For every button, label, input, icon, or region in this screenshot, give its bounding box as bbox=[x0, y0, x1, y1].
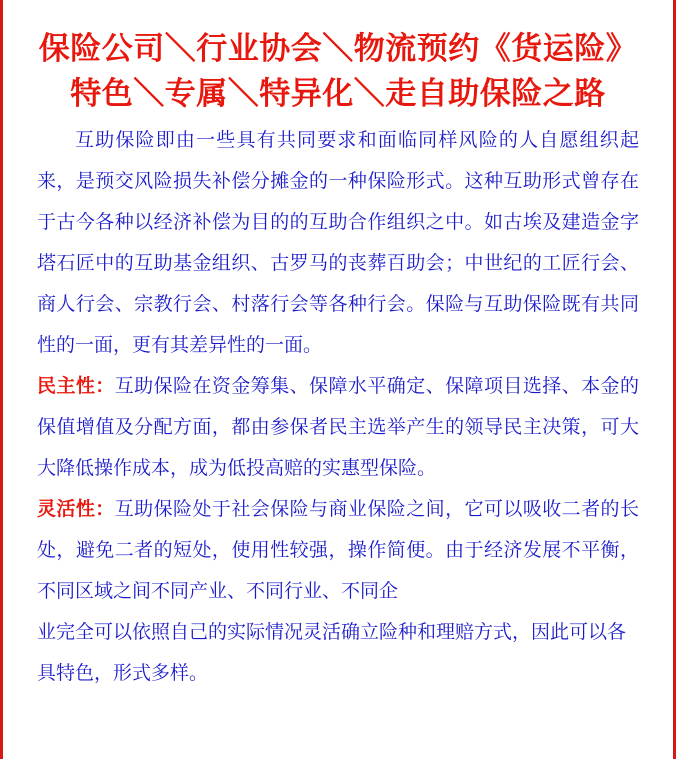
page-title-line-2: 特色＼专属＼特异化＼走自助保险之路 bbox=[70, 76, 606, 111]
paragraph-flexibility-label: 灵活性： bbox=[37, 499, 115, 520]
page-title-line-1: 保险公司＼行业协会＼物流预约《货运险》 bbox=[38, 31, 638, 66]
paragraph-intro-text: 互助保险即由一些具有共同要求和面临同样风险的人自愿组织起来，是预交风险损失补偿分摊金的一种保险形式。这种互助形式曾存在于古今各种以经济补偿为目的的互助合作组织之中。如古埃及建造金字塔石匠中的互助基金组织、古罗马的丧葬百助会；中世纪的工匠行会、商人行会、宗教行会、村落行会等各种行会。保险与互助保险既有共同性的一面，更有其差异性的一面。 bbox=[37, 130, 639, 356]
page-title bbox=[37, 26, 639, 116]
paragraph-democracy-label: 民主性： bbox=[37, 376, 115, 397]
paragraph-flexibility bbox=[37, 489, 639, 612]
paragraph-intro bbox=[37, 120, 639, 366]
document-content bbox=[3, 0, 673, 694]
paragraph-democracy-text: 互助保险在资金筹集、保障水平确定、保障项目选择、本金的保值增值及分配方面，都由参保者民主选举产生的领导民主决策，可大大降低操作成本，成为低投高赔的实惠型保险。 bbox=[37, 376, 639, 479]
paragraph-flexibility-continued bbox=[37, 612, 639, 694]
paragraph-flexibility-continued-text: 业完全可以依照自己的实际情况灵活确立险种和理赔方式，因此可以各具特色，形式多样。 bbox=[37, 622, 627, 684]
paragraph-democracy bbox=[37, 366, 639, 489]
document-body bbox=[37, 120, 639, 694]
paragraph-flexibility-text: 互助保险处于社会保险与商业保险之间，它可以吸收二者的长处，避免二者的短处，使用性较强，操作简便。由于经济发展不平衡，不同区域之间不同产业、不同行业、不同企 bbox=[37, 499, 639, 602]
